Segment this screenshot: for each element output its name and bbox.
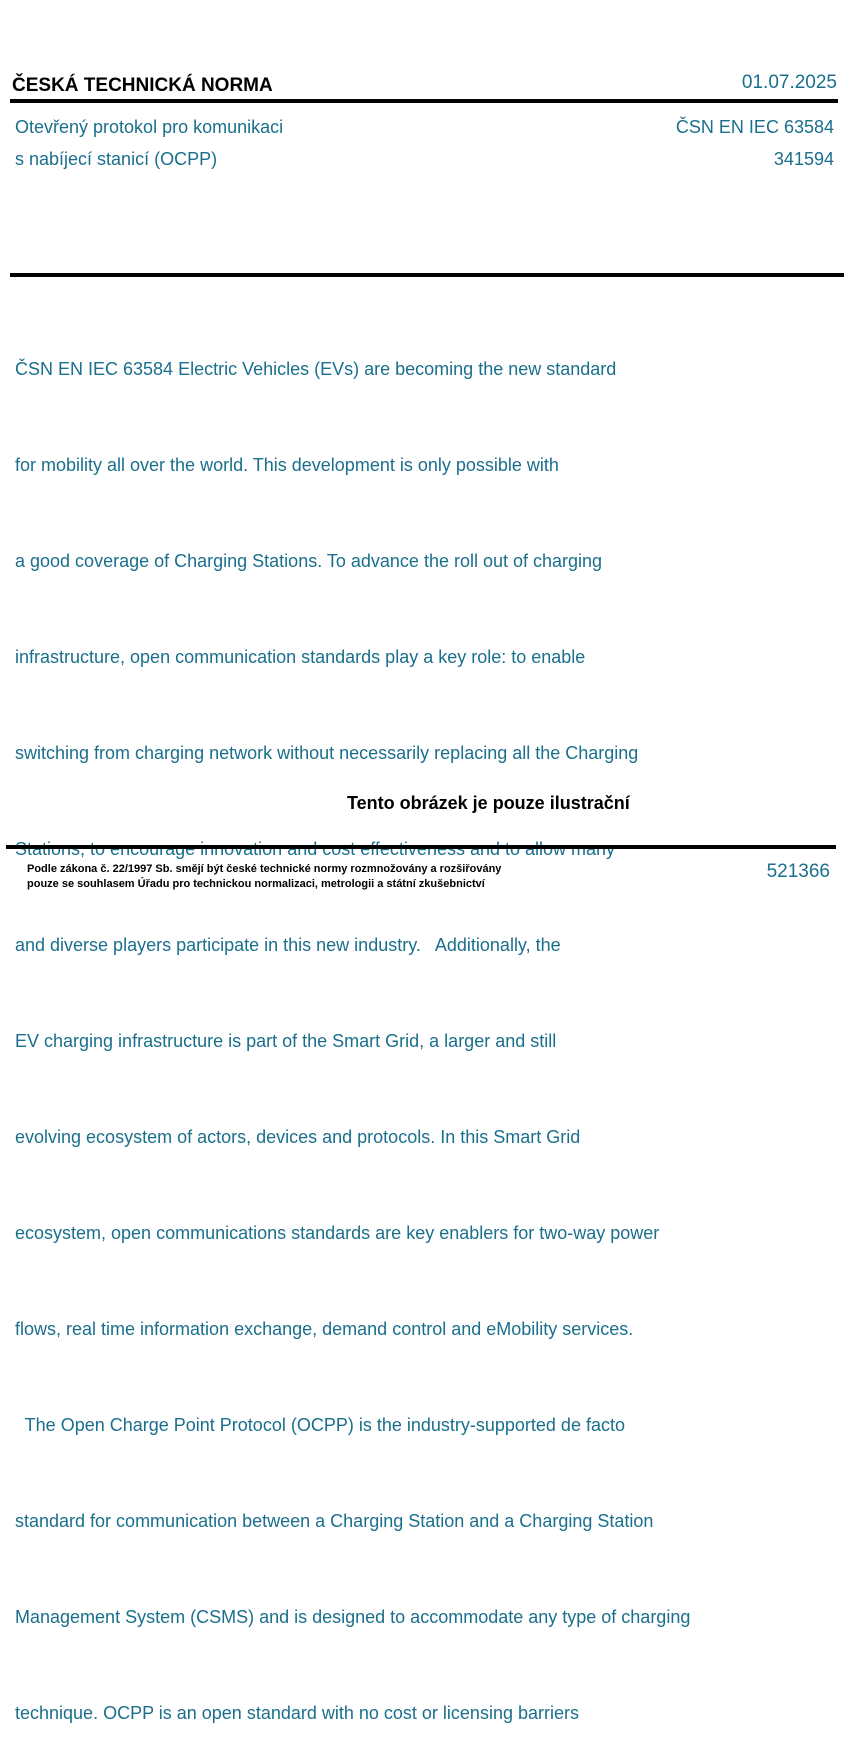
abstract-line: infrastructure, open communication standards play a key role: to enable (15, 647, 586, 667)
legal-notice-line-2: pouze se souhlasem Úřadu pro technickou normalizaci, metrologii a státní zkušebnictví (27, 878, 485, 890)
abstract-line: flows, real time information exchange, demand control and eMobility services. (15, 1319, 634, 1339)
abstract-line: and diverse players participate in this new industry. Additionally, the (15, 935, 561, 955)
illustration-disclaimer: Tento obrázek je pouze ilustrační (347, 793, 630, 813)
standard-title-line-1: Otevřený protokol pro komunikaci (15, 117, 284, 137)
footer-divider (6, 845, 836, 849)
standard-designation: ČSN EN IEC 63584 (675, 117, 834, 137)
abstract-line: technique. OCPP is an open standard with no cost or licensing barriers (15, 1703, 579, 1723)
abstract-text (15, 289, 845, 1761)
abstract-line: evolving ecosystem of actors, devices and protocols. In this Smart Grid (15, 1127, 581, 1147)
document-number: 521366 (766, 861, 830, 882)
abstract-line: switching from charging network without necessarily replacing all the Charging (15, 743, 639, 763)
standard-title-line-2: s nabíjecí stanicí (OCPP) (15, 149, 218, 169)
legal-notice (27, 862, 501, 892)
abstract-line: EV charging infrastructure is part of the Smart Grid, a larger and still (15, 1031, 557, 1051)
abstract-line: for mobility all over the world. This development is only possible with (15, 455, 559, 475)
legal-notice-line-1: Podle zákona č. 22/1997 Sb. smějí být české technické normy rozmnožovány a rozšiřovány (27, 863, 502, 875)
abstract-line: Management System (CSMS) and is designed to accommodate any type of charging (15, 1607, 691, 1627)
publication-date: 01.07.2025 (741, 72, 837, 93)
abstract-line: a good coverage of Charging Stations. To advance the roll out of charging (15, 551, 603, 571)
abstract-line: Stations, to encourage innovation and cost effectiveness and to allow many (15, 839, 616, 859)
abstract-line: ČSN EN IEC 63584 Electric Vehicles (EVs) are becoming the new standard (15, 359, 617, 379)
classification-code: 341594 (773, 149, 834, 169)
document-header-title: ČESKÁ TECHNICKÁ NORMA (12, 75, 273, 96)
header-divider (10, 99, 838, 103)
section-divider (10, 273, 844, 277)
abstract-line: ecosystem, open communications standards are key enablers for two-way power (15, 1223, 660, 1243)
abstract-line: The Open Charge Point Protocol (OCPP) is the industry-supported de facto (15, 1415, 625, 1435)
abstract-line: standard for communication between a Charging Station and a Charging Station (15, 1511, 654, 1531)
